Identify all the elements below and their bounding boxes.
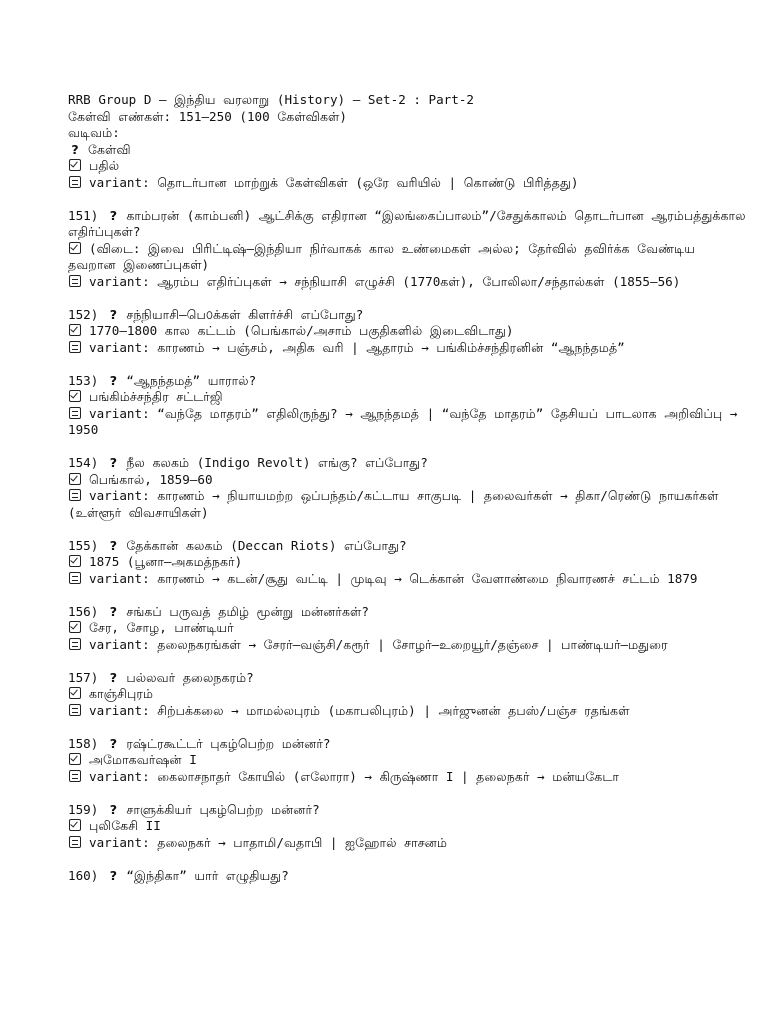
- question-line: [68, 455, 748, 472]
- legend-variant: [68, 175, 748, 192]
- legend-answer-text: பதில்: [89, 158, 120, 173]
- checkbox-checked-icon: [69, 753, 81, 765]
- answer-text: 1875 (பூனா–அகமத்நகர்): [89, 554, 243, 569]
- question-line: [68, 373, 748, 390]
- answer-text: பெங்கால், 1859–60: [89, 471, 213, 487]
- question-text: “ஆநந்தமத்” யாரால்?: [126, 372, 257, 388]
- question-number: 158): [68, 735, 99, 751]
- question-block: [68, 868, 748, 885]
- question-text: பல்லவர் தலைநகரம்?: [126, 669, 254, 685]
- answer-line: [68, 472, 748, 489]
- variant-text: variant: காரணம் → நியாயமற்ற ஒப்பந்தம்/கட்டாய சாகுபடி | தலைவர்கள் → திகா/ரெண்டு நாயகர்கள் (உள்ளூர் விவசாயிகள்): [68, 488, 719, 520]
- question-mark-icon: ?: [109, 306, 117, 322]
- variant-icon: [69, 407, 81, 419]
- variant-icon: [69, 176, 81, 188]
- checkbox-checked-icon: [69, 687, 81, 699]
- question-number: 159): [68, 801, 99, 817]
- variant-text: variant: தலைநகரங்கள் → சேரர்–வஞ்சி/கரூர் | சோழர்–உறையூர்/தஞ்சை | பாண்டியர்–மதுரை: [89, 636, 668, 652]
- question-mark-icon: ?: [109, 867, 117, 883]
- question-range: கேள்வி எண்கள்: 151–250 (100 கேள்விகள்): [68, 108, 347, 124]
- question-block: [68, 670, 748, 720]
- question-line: [68, 604, 748, 621]
- question-line: [68, 670, 748, 687]
- answer-line: [68, 818, 748, 835]
- checkbox-checked-icon: [69, 819, 81, 831]
- question-text: தேக்கான் கலகம் (Deccan Riots) எப்போது?: [126, 537, 407, 553]
- answer-text: புலிகேசி II: [89, 818, 161, 833]
- variant-text: variant: “வந்தே மாதரம்” எதிலிருந்து? → ஆநந்தமத் | “வந்தே மாதரம்” தேசியப் பாடலாக அறிவிப்பு → 1950: [68, 405, 738, 437]
- answer-line: [68, 752, 748, 769]
- question-text: “இந்திகா” யார் எழுதியது?: [126, 867, 289, 883]
- legend-variant-text: variant: தொடர்பான மாற்றுக் கேள்விகள் (ஒரே வரியில் | கொண்டு பிரித்தது): [89, 174, 579, 190]
- document-page: [68, 92, 748, 901]
- question-line: [68, 868, 748, 885]
- question-text: சங்கப் பருவத் தமிழ் மூன்று மன்னர்கள்?: [126, 603, 369, 619]
- checkbox-checked-icon: [69, 555, 81, 567]
- question-block: [68, 538, 748, 588]
- question-number: 156): [68, 603, 99, 619]
- question-mark-icon: ?: [109, 669, 117, 685]
- answer-text: சேர, சோழ, பாண்டியர்: [89, 620, 234, 635]
- checkbox-checked-icon: [69, 242, 81, 254]
- variant-icon: [69, 704, 81, 716]
- variant-text: variant: காரணம் → கடன்/சூது வட்டி | முடிவு → டெக்கான் வேளாண்மை நிவாரணச் சட்டம் 1879: [89, 570, 698, 586]
- variant-icon: [69, 572, 81, 584]
- question-mark-icon: ?: [109, 207, 117, 223]
- question-mark-icon: ?: [71, 141, 79, 157]
- question-number: 154): [68, 455, 99, 470]
- variant-text: variant: காரணம் → பஞ்சம், அதிக வரி | ஆதாரம் → பங்கிம்ச்சந்திரனின் “ஆநந்தமத்”: [89, 339, 625, 355]
- legend-question: [68, 142, 748, 159]
- question-line: [68, 538, 748, 555]
- question-mark-icon: ?: [109, 801, 117, 817]
- variant-icon: [69, 836, 81, 848]
- question-block: [68, 455, 748, 521]
- variant-line: [68, 340, 748, 357]
- variant-icon: [69, 341, 81, 353]
- variant-icon: [69, 275, 81, 287]
- question-line: [68, 208, 748, 241]
- question-block: [68, 373, 748, 439]
- question-line: [68, 736, 748, 753]
- question-text: காம்பரன் (காம்பனி) ஆட்சிக்கு எதிரான “இலங்கைப்பாலம்”/சேதுக்காலம் தொடர்பான ஆரம்பத்துக்கால எதிர்ப்புகள்?: [68, 207, 746, 239]
- question-number: 160): [68, 867, 99, 883]
- variant-text: variant: சிற்பக்கலை → மாமல்லபுரம் (மகாபலிபுரம்) | அர்ஜுனன் தபஸ்/பஞ்ச ரதங்கள்: [89, 702, 630, 718]
- answer-line: [68, 389, 748, 406]
- variant-line: [68, 406, 748, 439]
- variant-icon: [69, 770, 81, 782]
- answer-text: பங்கிம்ச்சந்திர சட்டர்ஜி: [89, 389, 223, 404]
- variant-line: [68, 769, 748, 786]
- question-number: 157): [68, 669, 99, 685]
- legend-answer: [68, 158, 748, 175]
- answer-text: காஞ்சிபுரம்: [89, 686, 154, 701]
- question-block: [68, 208, 748, 291]
- answer-line: [68, 241, 748, 274]
- question-mark-icon: ?: [109, 603, 117, 619]
- question-number: 151): [68, 207, 99, 223]
- checkbox-checked-icon: [69, 621, 81, 633]
- checkbox-checked-icon: [69, 390, 81, 402]
- question-number: 153): [68, 372, 99, 388]
- question-mark-icon: ?: [109, 372, 117, 388]
- question-text: சந்நியாசி–பெ௦க்கள் கிளர்ச்சி எப்போது?: [126, 306, 364, 322]
- question-block: [68, 604, 748, 654]
- variant-line: [68, 274, 748, 291]
- question-list: [68, 208, 748, 885]
- checkbox-checked-icon: [69, 473, 81, 485]
- question-block: [68, 736, 748, 786]
- answer-line: [68, 620, 748, 637]
- variant-line: [68, 637, 748, 654]
- variant-icon: [69, 638, 81, 650]
- question-text: நீல கலகம் (Indigo Revolt) எங்கு? எப்போது?: [126, 455, 428, 470]
- answer-text: 1770–1800 கால கட்டம் (பெங்கால்/அசாம் பகுதிகளில் இடைவிடாது): [89, 323, 514, 338]
- question-mark-icon: ?: [109, 735, 117, 751]
- question-text: சாளுக்கியர் புகழ்பெற்ற மன்னர்?: [126, 801, 320, 817]
- question-number: 155): [68, 537, 99, 553]
- question-text: ரஷ்ட்ரகூட்டர் புகழ்பெற்ற மன்னர்?: [126, 735, 331, 751]
- document-title: RRB Group D – இந்திய வரலாறு (History) – Set-2 : Part-2: [68, 92, 475, 107]
- legend-question-text: கேள்வி: [88, 141, 131, 157]
- question-line: [68, 802, 748, 819]
- answer-line: [68, 686, 748, 703]
- answer-text: அமோகவர்ஷன் I: [89, 752, 197, 767]
- checkbox-checked-icon: [69, 324, 81, 336]
- question-number: 152): [68, 306, 99, 322]
- variant-line: [68, 571, 748, 588]
- question-mark-icon: ?: [109, 455, 117, 470]
- answer-line: [68, 554, 748, 571]
- variant-text: variant: கைலாசநாதர் கோயில் (எலோரா) → கிருஷ்ணா I | தலைநகர் → மன்யகேடா: [89, 768, 619, 784]
- variant-line: [68, 835, 748, 852]
- answer-line: [68, 323, 748, 340]
- question-line: [68, 307, 748, 324]
- answer-text: (விடை: இவை பிரிட்டிஷ்–இந்தியா நிர்வாகக் கால உண்மைகள் அல்ல; தேர்வில் தவிர்க்க வேண்டிய தவறான இணைப்புகள்): [68, 240, 696, 272]
- variant-text: variant: தலைநகர் → பாதாமி/வதாபி | ஐஹோல் சாசனம்: [89, 834, 448, 850]
- question-block: [68, 802, 748, 852]
- question-mark-icon: ?: [109, 537, 117, 553]
- variant-line: [68, 703, 748, 720]
- variant-line: [68, 488, 748, 521]
- question-block: [68, 307, 748, 357]
- checkbox-checked-icon: [69, 159, 81, 171]
- variant-icon: [69, 489, 81, 501]
- format-label: வடிவம்:: [68, 125, 120, 140]
- variant-text: variant: ஆரம்ப எதிர்ப்புகள் → சந்நியாசி எழுச்சி (1770கள்), போலிலா/சந்தால்கள் (1855–56): [89, 273, 681, 289]
